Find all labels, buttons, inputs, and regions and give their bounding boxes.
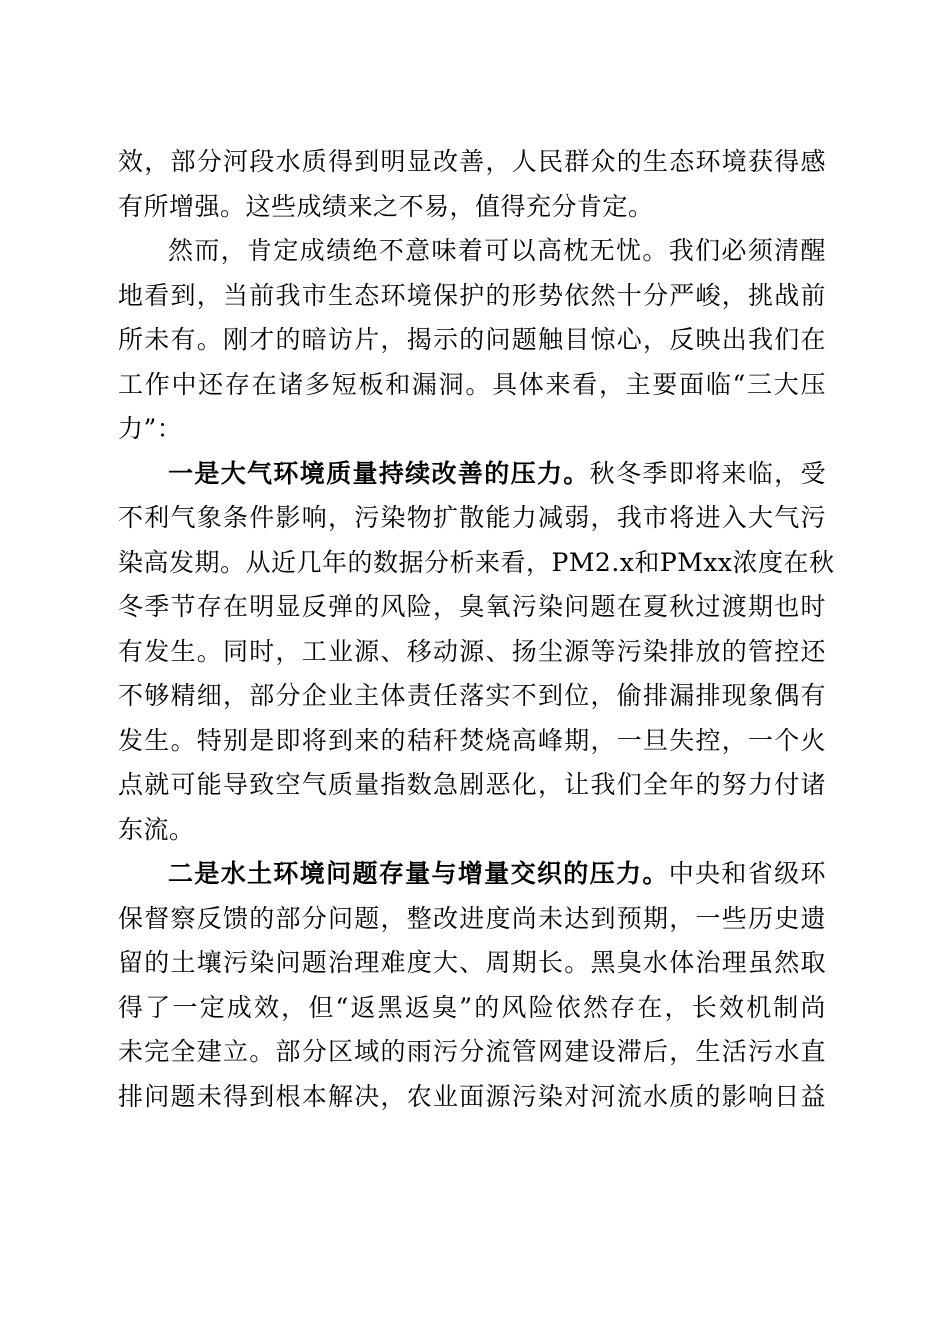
paragraph-3-line-2: 不利气象条件影响，污染物扩散能力减弱，我市将进入大气污 [118, 503, 826, 532]
paragraph-4-first-line-rest: 中央和省级环 [668, 859, 826, 888]
paragraph-3-heading: 一是大气环境质量持续改善的压力。 [168, 458, 590, 488]
paragraph-2-line-1: 然而，肯定成绩绝不意味着可以高枕无忧。我们必须清醒 [168, 236, 826, 265]
paragraph-3-line-9: 东流。 [118, 814, 195, 844]
paragraph-3-line-4: 冬季节存在明显反弹的风险，臭氧污染问题在夏秋过渡期也时 [118, 592, 826, 621]
paragraph-3-line-1 [118, 452, 826, 497]
paragraph-1-line-2: 有所增强。这些成绩来之不易，值得充分肯定。 [118, 191, 654, 221]
paragraph-1-line-1: 效，部分河段水质得到明显改善，人民群众的生态环境获得感 [118, 147, 826, 176]
paragraph-4-line-2: 保督察反馈的部分问题，整改进度尚未达到预期，一些历史遗 [118, 903, 826, 933]
paragraph-2-line-2: 地看到，当前我市生态环境保护的形势依然十分严峻，挑战前 [118, 280, 826, 310]
paragraph-2-line-5: 力”： [118, 414, 183, 443]
paragraph-3-line-7: 发生。特别是即将到来的秸秆焚烧高峰期，一旦失控，一个火 [118, 725, 826, 755]
paragraph-4-line-5: 未完全建立。部分区域的雨污分流管网建设滞后，生活污水直 [118, 1037, 826, 1066]
paragraph-4-line-1 [118, 852, 826, 897]
paragraph-3-line-8: 点就可能导致空气质量指数急剧恶化，让我们全年的努力付诸 [118, 770, 826, 799]
body-text [118, 140, 835, 1119]
paragraph-4-heading: 二是水土环境问题存量与增量交织的压力。 [168, 859, 669, 888]
paragraph-4-line-4: 得了一定成效，但“返黑返臭”的风险依然存在，长效机制尚 [118, 992, 826, 1022]
paragraph-2-line-3: 所未有。刚才的暗访片，揭示的问题触目惊心，反映出我们在 [118, 325, 826, 354]
paragraph-4-line-3: 留的土壤污染问题治理难度大、周期长。黑臭水体治理虽然取 [118, 948, 826, 977]
paragraph-3-line-6: 不够精细，部分企业主体责任落实不到位，偷排漏排现象偶有 [118, 681, 826, 710]
paragraph-4-line-6: 排问题未得到根本解决，农业面源污染对河流水质的影响日益 [118, 1081, 826, 1111]
paragraph-2-line-4: 工作中还存在诸多短板和漏洞。具体来看，主要面临“三大压 [118, 369, 826, 399]
paragraph-3-first-line-rest: 秋冬季即将来临，受 [589, 458, 826, 488]
paragraph-3-line-5: 有发生。同时，工业源、移动源、扬尘源等污染排放的管控还 [118, 636, 826, 666]
paragraph-3-line-3: 染高发期。从近几年的数据分析来看，PM2.x和PMxx浓度在秋 [118, 547, 835, 577]
